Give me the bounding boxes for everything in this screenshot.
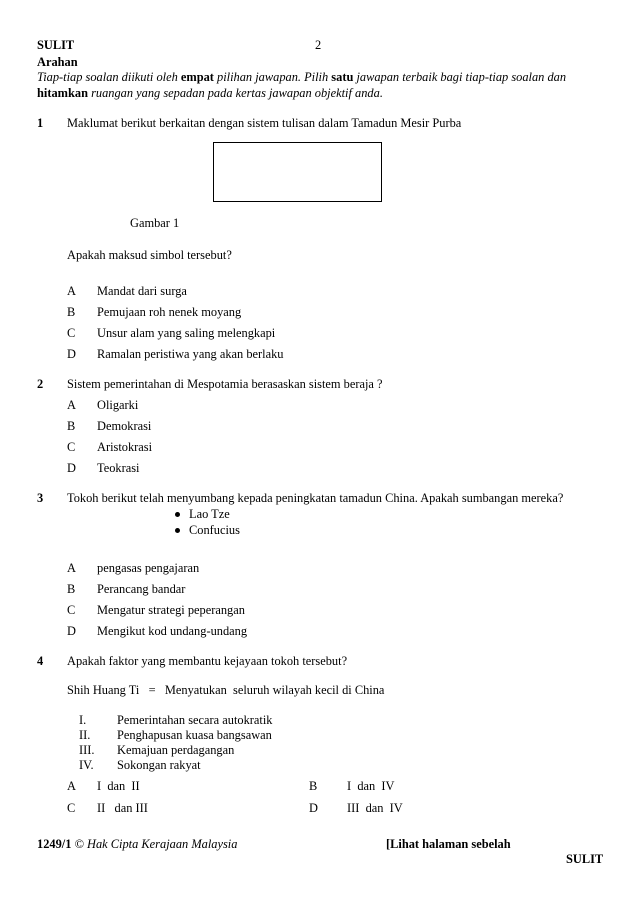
q1-figure-caption: Gambar 1: [130, 216, 180, 230]
q1-option-letter: B: [67, 305, 76, 319]
instr-text: Tiap-tiap soalan diikuti oleh: [37, 70, 181, 84]
instr-bold-satu: satu: [331, 70, 354, 84]
q4-option-letter: C: [67, 801, 76, 815]
footer-left: [37, 837, 237, 852]
q4-option-letter: D: [309, 801, 318, 815]
header-sulit: SULIT: [37, 38, 75, 52]
q3-bullet-item: [175, 507, 230, 522]
q1-option-d[interactable]: Ramalan peristiwa yang akan berlaku: [97, 347, 284, 361]
q3-text: Tokoh berikut telah menyumbang kepada peningkatan tamadun China. Apakah sumbangan mereka?: [67, 491, 564, 505]
q3-option-letter: C: [67, 603, 76, 617]
q3-bullet-item: [175, 523, 240, 538]
q4-text: Apakah faktor yang membantu kejayaan tokoh tersebut?: [67, 654, 348, 668]
q4-option-letter: B: [309, 779, 318, 793]
q3-number: 3: [37, 491, 44, 505]
page-number: 2: [315, 38, 322, 52]
q1-text: Maklumat berikut berkaitan dengan sistem tulisan dalam Tamadun Mesir Purba: [67, 116, 462, 130]
instr-text: jawapan terbaik bagi tiap-tiap soalan dan: [353, 70, 567, 84]
q2-number: 2: [37, 377, 44, 391]
instr-text: ruangan yang sepadan pada kertas jawapan objektif anda.: [87, 86, 383, 100]
q2-option-a[interactable]: Oligarki: [97, 398, 139, 412]
instr-bold-empat: empat: [180, 70, 214, 84]
instructions-line-2: [37, 86, 383, 101]
q3-bullet-text: Lao Tze: [189, 507, 230, 521]
q1-figure-box: [213, 142, 382, 202]
q4-number: 4: [37, 654, 44, 668]
instr-text: pilihan jawapan. Pilih: [213, 70, 332, 84]
bullet-icon: [175, 512, 180, 517]
q2-option-letter: C: [67, 440, 76, 454]
footer-sulit: SULIT: [566, 852, 604, 866]
q4-item-numeral: III.: [79, 743, 95, 757]
q3-option-a[interactable]: pengasas pengajaran: [97, 561, 200, 575]
q4-item-numeral: I.: [79, 713, 87, 727]
q1-option-c[interactable]: Unsur alam yang saling melengkapi: [97, 326, 276, 340]
q4-option-c[interactable]: II dan III: [97, 801, 148, 815]
q3-option-b[interactable]: Perancang bandar: [97, 582, 186, 596]
q3-option-letter: D: [67, 624, 76, 638]
q4-item-numeral: IV.: [79, 758, 94, 772]
q1-option-letter: C: [67, 326, 76, 340]
q4-option-d[interactable]: III dan IV: [347, 801, 403, 815]
q4-item-text: Pemerintahan secara autokratik: [117, 713, 273, 727]
q1-option-a[interactable]: Mandat dari surga: [97, 284, 187, 298]
q3-option-c[interactable]: Mengatur strategi peperangan: [97, 603, 245, 617]
q2-option-c[interactable]: Aristokrasi: [97, 440, 153, 454]
q2-option-d[interactable]: Teokrasi: [97, 461, 140, 475]
q4-item-text: Sokongan rakyat: [117, 758, 201, 772]
q2-option-letter: B: [67, 419, 76, 433]
q1-option-letter: A: [67, 284, 76, 298]
q3-option-letter: B: [67, 582, 76, 596]
q3-option-d[interactable]: Mengikut kod undang-undang: [97, 624, 248, 638]
instructions-line-1: [37, 70, 566, 85]
instr-bold-hitamkan: hitamkan: [37, 86, 88, 100]
q1-option-letter: D: [67, 347, 76, 361]
q4-item-text: Penghapusan kuasa bangsawan: [117, 728, 272, 742]
q4-option-a[interactable]: I dan II: [97, 779, 140, 793]
footer-code: 1249/1: [37, 837, 72, 851]
q4-option-b[interactable]: I dan IV: [347, 779, 395, 793]
q2-text: Sistem pemerintahan di Mespotamia berasaskan sistem beraja ?: [67, 377, 383, 391]
q4-statement: Shih Huang Ti = Menyatukan seluruh wilayah kecil di China: [67, 683, 385, 697]
q1-number: 1: [37, 116, 44, 130]
q3-bullet-text: Confucius: [189, 523, 240, 537]
q1-option-b[interactable]: Pemujaan roh nenek moyang: [97, 305, 242, 319]
q4-option-letter: A: [67, 779, 76, 793]
q2-option-b[interactable]: Demokrasi: [97, 419, 152, 433]
footer-next-page: [Lihat halaman sebelah: [386, 837, 511, 851]
q4-item-text: Kemajuan perdagangan: [117, 743, 235, 757]
instructions-heading: Arahan: [37, 55, 78, 69]
bullet-icon: [175, 528, 180, 533]
footer-copyright: © Hak Cipta Kerajaan Malaysia: [71, 837, 238, 851]
q1-question: Apakah maksud simbol tersebut?: [67, 248, 232, 262]
q3-option-letter: A: [67, 561, 76, 575]
q2-option-letter: D: [67, 461, 76, 475]
q4-item-numeral: II.: [79, 728, 91, 742]
q2-option-letter: A: [67, 398, 76, 412]
